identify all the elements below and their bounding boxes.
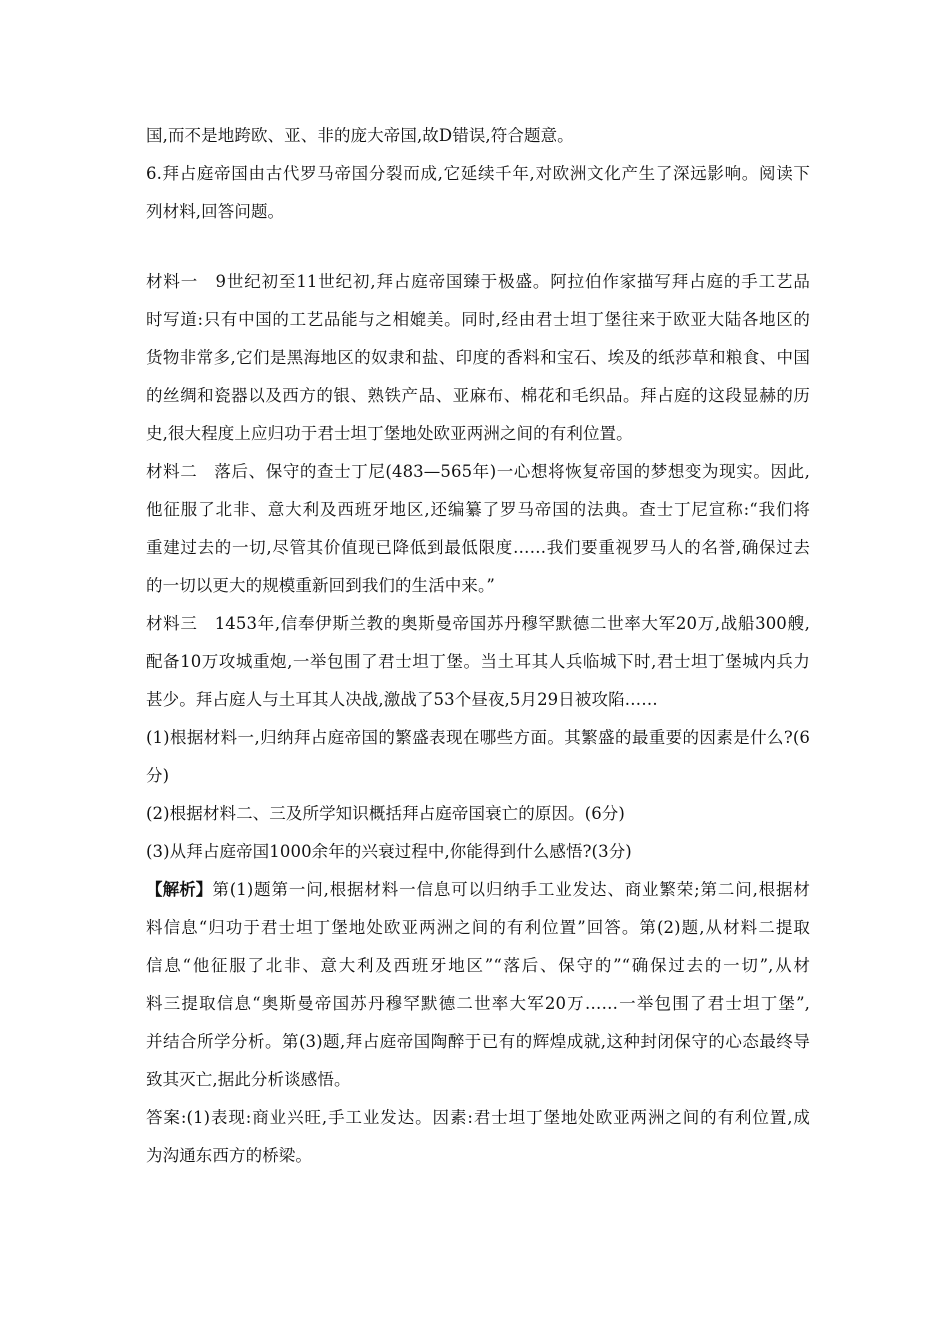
text-line: 的丝绸和瓷器以及西方的银、熟铁产品、亚麻布、棉花和毛织品。拜占庭的这段显赫的历 [146,386,810,405]
text-line: 国,而不是地跨欧、亚、非的庞大帝国,故D错误,符合题意。 [146,126,574,145]
text-line: 的一切以更大的规模重新回到我们的生活中来。” [146,576,495,595]
text-line: 为沟通东西方的桥梁。 [146,1146,312,1165]
question-6-stem: 6.拜占庭帝国由古代罗马帝国分裂而成,它延续千年,对欧洲文化产生了深远影响。阅读下 [146,164,810,183]
text-line: 配备10万攻城重炮,一举包围了君士坦丁堡。当土耳其人兵临城下时,君士坦丁堡城内兵力 [146,652,810,671]
text-line: 信息“他征服了北非、意大利及西班牙地区”“落后、保守的”“确保过去的一切”,从材 [146,956,810,975]
text-line: 致其灭亡,据此分析谈感悟。 [146,1070,351,1089]
text-line: 第(1)题第一问,根据材料一信息可以归纳手工业发达、商业繁荣;第二问,根据材 [212,880,810,899]
sub-question-1: (1)根据材料一,归纳拜占庭帝国的繁盛表现在哪些方面。其繁盛的最重要的因素是什么?(6 [146,728,810,747]
text-line: 料信息“归功于君士坦丁堡地处欧亚两洲之间的有利位置”回答。第(2)题,从材料二提取 [146,918,810,937]
material-2: 材料二 落后、保守的查士丁尼(483—565年)一心想将恢复帝国的梦想变为现实。因此, [146,462,810,481]
text-line: 料三提取信息“奥斯曼帝国苏丹穆罕默德二世率大军20万……一举包围了君士坦丁堡”, [146,994,810,1013]
text-line: 甚少。拜占庭人与土耳其人决战,激战了53个昼夜,5月29日被攻陷…… [146,690,658,709]
text-line: 并结合所学分析。第(3)题,拜占庭帝国陶醉于已有的辉煌成就,这种封闭保守的心态最终导 [146,1032,810,1051]
analysis-line [146,879,810,901]
answer-line: 答案:(1)表现:商业兴旺,手工业发达。因素:君士坦丁堡地处欧亚两洲之间的有利位置,成 [146,1108,810,1127]
text-line: 时写道:只有中国的工艺品能与之相媲美。同时,经由君士坦丁堡往来于欧亚大陆各地区的 [146,310,810,329]
analysis-tag: 【解析】 [146,880,213,899]
text-line: 他征服了北非、意大利及西班牙地区,还编纂了罗马帝国的法典。查士丁尼宣称:“我们将 [146,500,810,519]
text-line: 货物非常多,它们是黑海地区的奴隶和盐、印度的香料和宝石、埃及的纸莎草和粮食、中国 [146,348,810,367]
material-3: 材料三 1453年,信奉伊斯兰教的奥斯曼帝国苏丹穆罕默德二世率大军20万,战船300艘, [146,614,810,633]
sub-question-3: (3)从拜占庭帝国1000余年的兴衰过程中,你能得到什么感悟?(3分) [146,842,632,861]
sub-question-2: (2)根据材料二、三及所学知识概括拜占庭帝国衰亡的原因。(6分) [146,804,625,823]
text-line: 史,很大程度上应归功于君士坦丁堡地处欧亚两洲之间的有利位置。 [146,424,633,443]
text-line: 列材料,回答问题。 [146,202,285,221]
text-line: 重建过去的一切,尽管其价值现已降低到最低限度……我们要重视罗马人的名誉,确保过去 [146,538,810,557]
material-1: 材料一 9世纪初至11世纪初,拜占庭帝国臻于极盛。阿拉伯作家描写拜占庭的手工艺品 [146,272,810,291]
text-line: 分) [146,766,170,785]
